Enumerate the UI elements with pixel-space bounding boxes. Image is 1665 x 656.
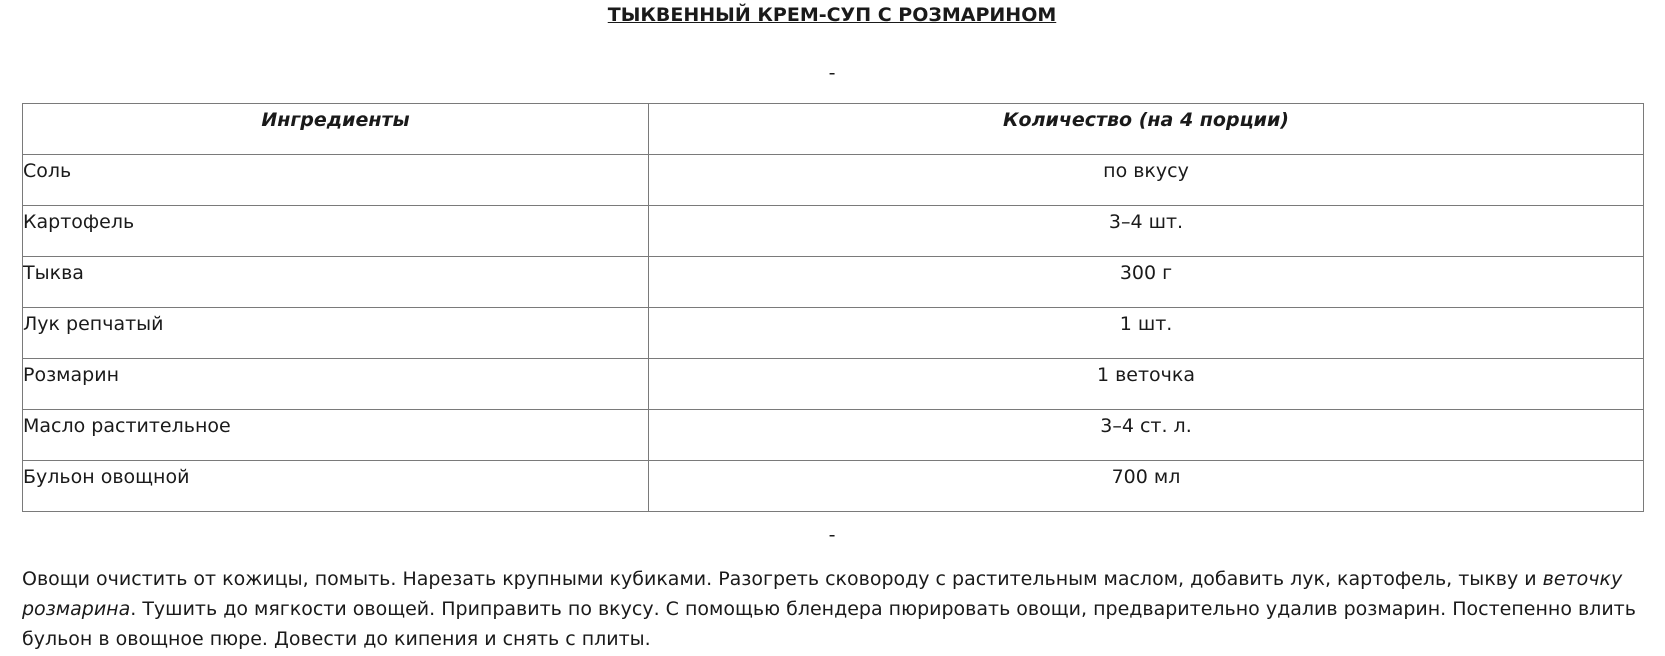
table-row bbox=[23, 308, 1644, 359]
quantity-cell: 700 мл bbox=[649, 461, 1644, 512]
table-row bbox=[23, 461, 1644, 512]
quantity-cell: 3–4 ст. л. bbox=[649, 410, 1644, 461]
instructions-emphasis: веточку розмарина bbox=[22, 568, 1623, 620]
table-row bbox=[23, 206, 1644, 257]
table-row bbox=[23, 410, 1644, 461]
ingredient-cell: Масло растительное bbox=[23, 410, 649, 461]
header-ingredients: Ингредиенты bbox=[23, 104, 649, 155]
table-row bbox=[23, 257, 1644, 308]
ingredient-cell: Тыква bbox=[23, 257, 649, 308]
quantity-cell: 3–4 шт. bbox=[649, 206, 1644, 257]
quantity-cell: 1 шт. bbox=[649, 308, 1644, 359]
quantity-cell: 300 г bbox=[649, 257, 1644, 308]
table-row bbox=[23, 359, 1644, 410]
ingredient-cell: Бульон овощной bbox=[23, 461, 649, 512]
quantity-cell: 1 веточка bbox=[649, 359, 1644, 410]
header-quantity: Количество (на 4 порции) bbox=[649, 104, 1644, 155]
ingredients-table bbox=[22, 103, 1644, 512]
instructions-text-part1: Овощи очистить от кожицы, помыть. Нарезать крупными кубиками. Разогреть сковороду с растительным маслом, добавить лук, картофель, тыкву и bbox=[22, 568, 1543, 590]
table-row bbox=[23, 155, 1644, 206]
separator-top: - bbox=[828, 62, 836, 84]
instructions-paragraph bbox=[22, 564, 1647, 654]
quantity-cell: по вкусу bbox=[649, 155, 1644, 206]
table-header-row bbox=[23, 104, 1644, 155]
ingredient-cell: Соль bbox=[23, 155, 649, 206]
ingredient-cell: Розмарин bbox=[23, 359, 649, 410]
recipe-title: ТЫКВЕННЫЙ КРЕМ-СУП С РОЗМАРИНОМ bbox=[607, 4, 1057, 26]
ingredient-cell: Картофель bbox=[23, 206, 649, 257]
separator-bottom: - bbox=[828, 524, 836, 546]
ingredient-cell: Лук репчатый bbox=[23, 308, 649, 359]
instructions-text-part2: . Тушить до мягкости овощей. Приправить по вкусу. С помощью блендера пюрировать овощи, предварительно удалив розмарин. Постепенно влить бульон в овощное пюре. Довести до кипения и снять с плиты. bbox=[22, 598, 1636, 650]
